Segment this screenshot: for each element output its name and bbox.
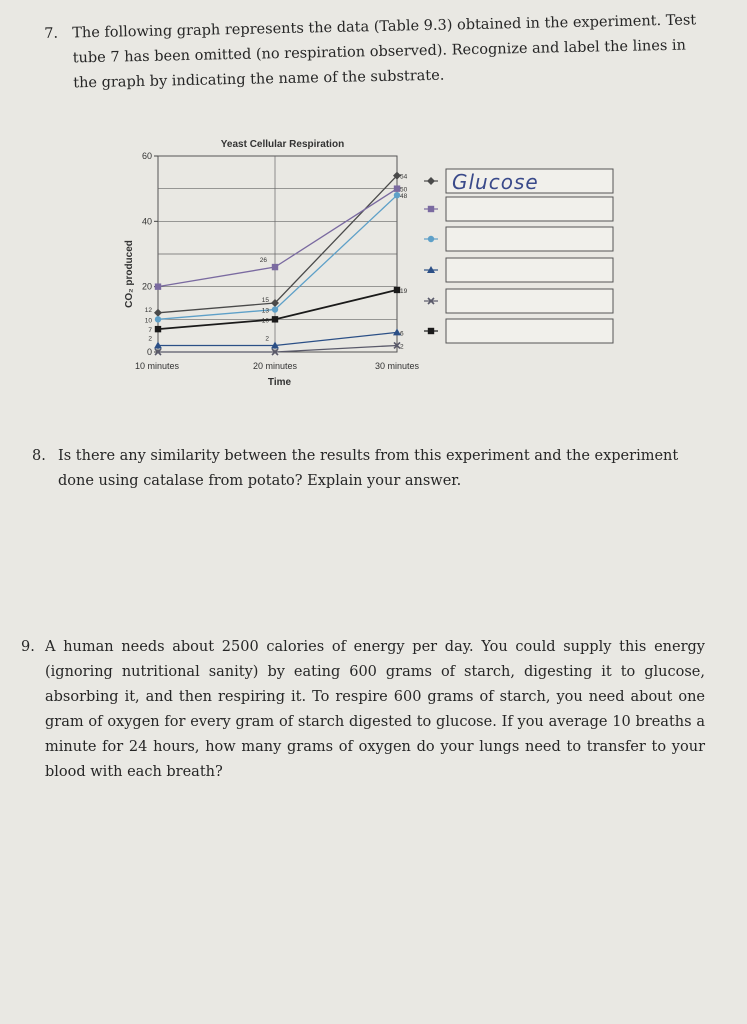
legend-answer-box — [446, 289, 613, 313]
question-number: 9. — [21, 639, 35, 655]
question-text: The following graph represents the data (Table 9.3) obtained in the experiment. Test tube 7 has been omitted (no respiration observed). Recognize and label the lines in the graph by indicating the name of the substrate. — [72, 12, 697, 92]
data-point — [272, 264, 278, 270]
legend-marker — [428, 328, 434, 334]
data-label: 7 — [148, 327, 152, 335]
data-label: 26 — [259, 257, 267, 265]
data-label: 48 — [400, 193, 408, 201]
y-tick-label: 40 — [141, 216, 152, 227]
legend-answer-box — [446, 258, 613, 282]
legend-answer-box — [446, 319, 613, 343]
y-tick-label: 60 — [141, 151, 152, 161]
x-tick-label: 20 minutes — [252, 361, 298, 371]
data-label: 50 — [400, 186, 408, 194]
x-tick-label: 30 minutes — [374, 361, 420, 371]
legend-answer-box — [446, 227, 613, 251]
data-label: 54 — [400, 173, 408, 181]
question-text: Is there any similarity between the results from this experiment and the experiment done using catalase from potato? Explain your answer. — [58, 448, 679, 489]
data-point — [154, 309, 162, 317]
data-point — [155, 326, 161, 332]
data-label: 2 — [148, 335, 152, 343]
data-point — [155, 283, 161, 289]
legend-marker — [428, 206, 434, 212]
legend-marker — [427, 177, 435, 185]
data-point — [272, 306, 278, 312]
question-number: 8. — [32, 448, 46, 464]
data-point — [272, 316, 278, 322]
data-label: 13 — [261, 307, 269, 315]
data-label: 15 — [261, 297, 269, 304]
x-axis-title: Time — [267, 377, 292, 388]
y-tick-label: 20 — [141, 281, 152, 292]
x-tick-label: 10 minutes — [134, 361, 180, 371]
data-label: 12 — [144, 306, 152, 314]
data-label: 6 — [400, 330, 404, 338]
y-tick-label: 0 — [146, 347, 152, 357]
data-label: 2 — [400, 343, 404, 351]
y-axis-title: CO₂ produced — [124, 240, 135, 308]
yeast-respiration-chart — [0, 0, 747, 420]
series-line — [158, 176, 397, 313]
series-line — [158, 189, 397, 287]
data-label: 10 — [261, 317, 269, 325]
legend-marker — [428, 236, 434, 242]
series-line — [158, 332, 397, 345]
data-label: 10 — [144, 317, 152, 325]
legend-handwritten-answer: Glucose — [452, 170, 539, 194]
chart-title: Yeast Cellular Respiration — [220, 139, 345, 150]
data-label: 19 — [400, 287, 408, 295]
question-number: 7. — [44, 25, 59, 42]
legend-answer-box — [446, 197, 613, 221]
data-label: 2 — [265, 335, 269, 343]
data-point — [155, 316, 161, 322]
question-text: A human needs about 2500 calories of energy per day. You could supply this energy (ignoring nutritional sanity) by eating 600 grams of starch, digesting it to glucose, absorbing it, and then respiring it. To respire 600 grams of starch, you need about one gram of oxygen for every gram of starch digested to glucose. If you average 10 breaths a minute for 24 hours, how many grams of oxygen do your lungs need to transfer to your blood with each breath? — [45, 639, 705, 780]
